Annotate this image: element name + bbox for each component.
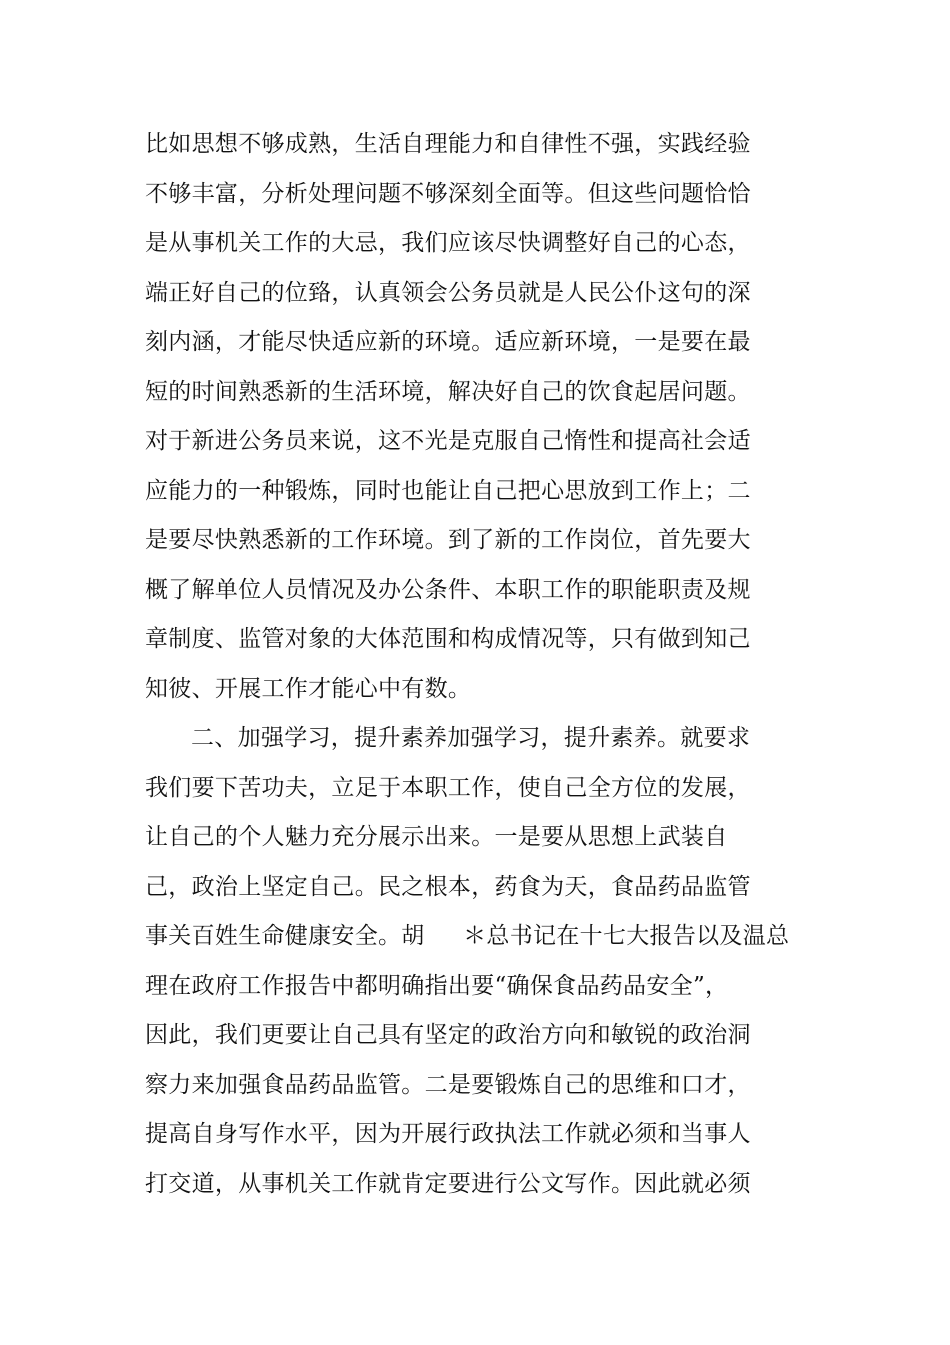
text-line: 事关百姓生命健康安全。胡 ＊总书记在十七大报告以及温总 bbox=[145, 923, 790, 949]
text-line: 刻内涵，才能尽快适应新的环境。适应新环境，一是要在最 bbox=[145, 329, 751, 355]
text-line: 是从事机关工作的大忌，我们应该尽快调整好自己的心态， bbox=[145, 230, 751, 256]
text-line: 不够丰富，分析处理问题不够深刻全面等。但这些问题恰恰 bbox=[145, 180, 751, 207]
text-line: 察力来加强食品药品监管。二是要锻炼自己的思维和口才， bbox=[145, 1071, 751, 1098]
text-line: 因此，我们更要让自己具有坚定的政治方向和敏锐的政治洞 bbox=[145, 1022, 751, 1048]
text-line: 对于新进公务员来说，这不光是克服自己惰性和提高社会适 bbox=[145, 428, 751, 454]
text-line: 让自己的个人魅力充分展示出来。一是要从思想上武装自 bbox=[145, 824, 728, 850]
text-line: 端正好自己的位臵，认真领会公务员就是人民公仆这句的深 bbox=[145, 279, 751, 306]
text-line: 己，政治上坚定自己。民之根本，药食为天，食品药品监管 bbox=[145, 873, 751, 900]
text-line: 概了解单位人员情况及办公条件、本职工作的职能职责及规 bbox=[145, 576, 751, 603]
text-line: 打交道，从事机关工作就肯定要进行公文写作。因此就必须 bbox=[145, 1170, 751, 1197]
text-line: 我们要下苦功夫，立足于本职工作，使自己全方位的发展， bbox=[145, 774, 751, 801]
text-line: 应能力的一种锻炼，同时也能让自己把心思放到工作上；二 bbox=[145, 477, 751, 504]
text-line: 短的时间熟悉新的生活环境，解决好自己的饮食起居问题。 bbox=[145, 378, 751, 405]
text-line: 是要尽快熟悉新的工作环境。到了新的工作岗位，首先要大 bbox=[145, 527, 751, 553]
text-line: 知彼、开展工作才能心中有数。 bbox=[145, 675, 472, 702]
text-line: 比如思想不够成熟，生活自理能力和自律性不强，实践经验 bbox=[145, 131, 751, 157]
body-text bbox=[145, 120, 790, 1209]
text-line: 提高自身写作水平，因为开展行政执法工作就必须和当事人 bbox=[145, 1121, 751, 1147]
text-line: 章制度、监管对象的大体范围和构成情况等，只有做到知己 bbox=[145, 626, 751, 652]
section-heading-line: 二、加强学习，提升素养加强学习，提升素养。就要求 bbox=[191, 725, 751, 751]
text-line: 理在政府工作报告中都明确指出要“确保食品药品安全”， bbox=[145, 972, 729, 999]
